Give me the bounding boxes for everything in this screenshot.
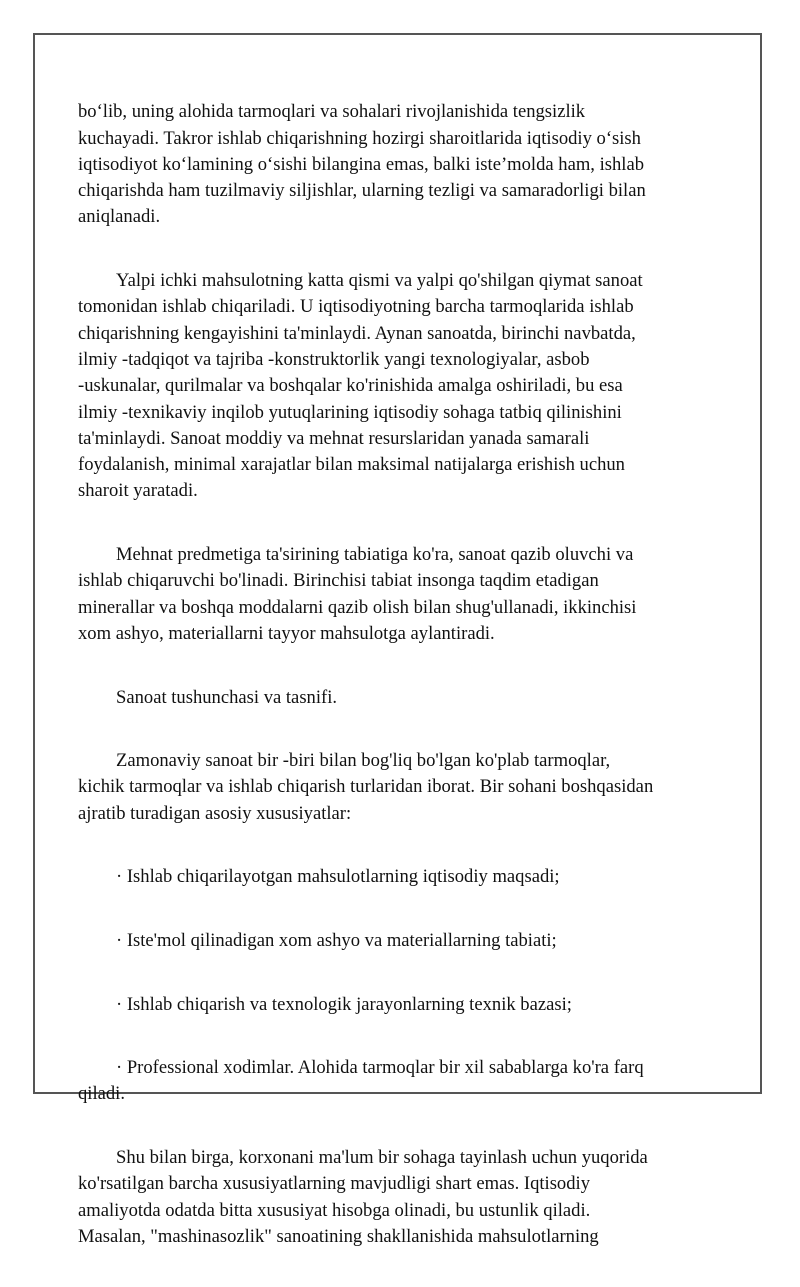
section-heading-industry-concept: Sanoat tushunchasi va tasnifi. [116,686,338,708]
paragraph-enterprise-assignment: Shu bilan birga, korxonani ma'lum bir sohaga tayinlash uchun yuqorida ko'rsatilgan barcha xususiyatlarning mavjudligi shart emas. Iqtisodiy amaliyotda odatda bitta xususiyat hisobga olinadi, bu ustunlik qiladi. Masalan, "mashinasozlik" sanoatining shakllanishida mahsulotlarning [78,1146,648,1247]
list-item-technical-base: · Ishlab chiqarish va texnologik jarayonlarning texnik bazasi; [116,993,572,1015]
paragraph-modern-industry: Zamonaviy sanoat bir -biri bilan bog'liq bo'lgan ko'plab tarmoqlar, kichik tarmoqlar va ishlab chiqarish turlaridan iborat. Bir sohani boshqasidan ajratib turadigan asosiy xususiyatlar: [78,750,654,824]
paragraph-continuation: bo‘lib, uning alohida tarmoqlari va sohalari rivojlanishida tengsizlik kuchayadi. Takror ishlab chiqarishning hozirgi sharoitlarida iqtisodiy o‘sish iqtisodiyot ko‘lamining o‘sishi bilangina emas, balki iste’molda ham, ishlab chiqarishda ham tuzilmaviy siljishlar, ularning tezligi va samaradorligi bilan aniqlanadi. [78,101,646,228]
list-item-professional-staff: · Professional xodimlar. Alohida tarmoqlar bir xil sabablarga ko'ra farq qiladi. [78,1057,644,1105]
paragraph-labor-subject: Mehnat predmetiga ta'sirining tabiatiga ko'ra, sanoat qazib oluvchi va ishlab chiqaruvchi bo'linadi. Birinchisi tabiat insonga taqdim etadigan minerallar va boshqa moddalarni qazib olish bilan shug'ullanadi, ikkinchisi xom ashyo, materiallarni tayyor mahsulotga aylantiradi. [78,544,637,644]
list-item-raw-materials: · Iste'mol qilinadigan xom ashyo va materiallarning tabiati; [116,929,557,951]
paragraph-gdp-industry: Yalpi ichki mahsulotning katta qismi va yalpi qo'shilgan qiymat sanoat tomonidan ishlab chiqariladi. U iqtisodiyotning barcha tarmoqlarida ishlab chiqarishning kengayishini ta'minlaydi. Aynan sanoatda, birinchi navbatda, ilmiy -tadqiqot va tajriba -konstruktorlik yangi texnologiyalar, asbob -uskunalar, qurilmalar va boshqalar ko'rinishida amalga oshiriladi, bu esa ilmiy -texnikaviy inqilob yutuqlarining iqtisodiy sohaga tatbiq qilinishini ta'minlaydi. Sanoat moddiy va mehnat resurslaridan yanada samarali foydalanish, minimal xarajatlar bilan maksimal natijalarga erishish uchun sharoit yaratadi. [78,270,643,502]
list-item-economic-purpose: · Ishlab chiqarilayotgan mahsulotlarning iqtisodiy maqsadi; [116,866,560,888]
document-body [78,73,728,1287]
